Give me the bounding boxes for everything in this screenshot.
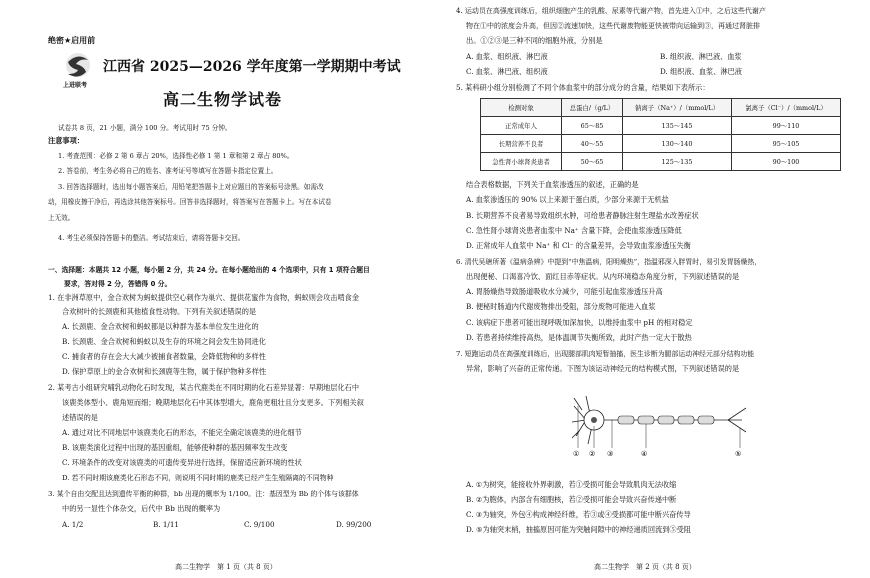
option: D. 组织液、血浆、淋巴液 (660, 67, 742, 76)
option: A. ①为树突，能接收外界刺激，若①受损可能会导致肌肉无法收缩 (466, 480, 677, 489)
notice-line: 上无效。 (48, 214, 75, 222)
question-stem: 中的另一显性个体杂交，后代中 Bb 出现的概率为 (62, 504, 221, 513)
option: D. 若不同时期该鹿类化石形态不同，则说明不同时期的鹿类已经产生生殖隔离的不同物种 (62, 474, 334, 482)
option: D. 若患者持续维持高热，是体温调节失衡所致，此时产热一定大于散热 (466, 333, 692, 342)
exam-info: 试卷共 8 页，21 小题，满分 100 分。考试用时 75 分钟。 (58, 124, 232, 132)
question-stem: 合欢树叶的长颈鹿和其他植食性动物。下列有关叙述错误的是 (62, 307, 257, 316)
myelin-segment (658, 416, 674, 424)
question-stem: 出。①②③是三种不同的细胞外液，分别是 (466, 36, 603, 45)
table-row (481, 135, 841, 153)
option: B. 1/11 (153, 520, 179, 529)
option: D. 保护草原上的金合欢树和长颈鹿等生物，属于保护物种多样性 (62, 367, 267, 376)
notice-line: 4. 考生必须保持答题卡的整洁。考试结束后，请将答题卡交回。 (58, 234, 245, 242)
notice-line: 2. 答卷前，考生务必将自己的姓名、准考证号等填写在答题卡指定位置上。 (58, 167, 278, 175)
option: B. 组织液、淋巴液、血浆 (660, 52, 742, 61)
figure-label: ④ (641, 450, 648, 458)
table-cell: 40～55 (562, 135, 623, 153)
logo-caption: 上进联考 (63, 82, 88, 89)
table-cell: 99～110 (732, 117, 841, 135)
option: C. 环境条件的改变对该鹿类的可遗传变异进行选择，保留适应新环境的性状 (62, 458, 302, 467)
myelin-segment (698, 416, 714, 424)
data-table (480, 98, 841, 171)
table-cell: 急性肾小球肾炎患者 (481, 153, 562, 171)
question-stem: 7. 短跑运动员在高强度训练后，出现腿部肌肉短暂抽搐，医生诊断为腿部运动神经元部分结构功能 (456, 350, 755, 358)
table-row (481, 117, 841, 135)
option: C. 9/100 (244, 520, 275, 529)
notice-title: 注意事项： (48, 136, 84, 145)
table-row (481, 153, 841, 171)
question-stem: 物在①中的浓度会升高，但因②流速加快，这些代谢废物能更快被带向运输到③，再通过肾脏排 (466, 22, 760, 30)
table-header: 总蛋白/（g/L） (562, 99, 623, 117)
table-cell: 95～105 (732, 135, 841, 153)
option: C. ③为轴突，外包④构成神经纤维，若③或④受损都可能中断兴奋传导 (466, 510, 691, 519)
table-cell: 90～100 (732, 153, 841, 171)
question-stem: 该鹿类体型小、鹿角短而细；晚期地层化石中其体型增大，鹿角更粗壮且分支更多。下列相关叙 (62, 398, 364, 407)
figure-label: ⑤ (735, 450, 742, 458)
table-cell: 125～135 (623, 153, 732, 171)
figure-label: ① (573, 450, 580, 458)
page-footer: 高二生物学 第 1 页（共 8 页） (175, 563, 277, 571)
exam-title: 江西省 2025—2026 学年度第一学期期中考试 (103, 59, 401, 75)
question-stem: 1. 在非洲草原中，金合欢树为蚂蚁提供空心刺作为巢穴、提供花蜜作为食物，蚂蚁则会攻击啃食金 (48, 293, 360, 302)
option: B. 长期营养不良者易导致组织水肿，可给患者静脉注射生理盐水改善症状 (466, 211, 699, 220)
notice-line: 1. 考查范围：必修 2 第 6 章占 20%，选择性必修 1 第 1 章和第 2 章占 80%。 (58, 152, 294, 160)
option: B. ②为胞体，内部含有细胞核，若②受损可能会导致兴奋传递中断 (466, 495, 677, 504)
notice-line: 动，用橡皮擦干净后，再选涂其他答案标号。回答非选择题时，将答案写在答题卡上。写在本试卷 (48, 198, 332, 206)
option: D. ⑤为轴突末梢，抽搐原因可能为突触间隙中的神经递质回流到⑤受阻 (466, 525, 691, 534)
nucleus (591, 417, 597, 423)
section-heading: 一、选择题：本题共 12 小题，每小题 2 分，共 24 分。在每小题给出的 4 个选项中，只有 1 项符合题目 (48, 266, 370, 274)
option: C. 该病症下患者可能出现呼吸加深加快，以维持血浆中 pH 的相对稳定 (466, 318, 693, 327)
question-stem: 4. 运动员在高强度训练后，组织细胞产生的乳酸、尿素等代谢产物，首先进入①中，之后这些代谢产 (456, 7, 766, 15)
question-stem: 6. 清代吴瑭所著《温病条辨》中提到“中焦温病，阳明燥热”，指温邪深入胖胃时，易引发胃肠燥热， (456, 258, 762, 266)
option: A. 长颈鹿、金合欢树和蚂蚁都是以种群为基本单位发生进化的 (62, 322, 259, 331)
option: A. 胃肠燥热导致肠道吸收水分减少，可能引起血浆渗透压升高 (466, 287, 663, 296)
table-cell: 135～145 (623, 117, 732, 135)
option: D. 正常成年人血浆中 Na⁺ 和 Cl⁻ 的含量差异，会导致血浆渗透压失衡 (466, 241, 691, 250)
myelin-segment (678, 416, 694, 424)
option: A. 血浆渗透压的 90% 以上来源于蛋白质，少部分来源于无机盐 (466, 195, 669, 204)
right-page (448, 0, 870, 578)
exam-logo (60, 50, 96, 92)
table-header: 检测对象 (481, 99, 562, 117)
question-stem: 3. 某个自由交配且达到遗传平衡的种群，bb 出现的概率为 1/100。注：基因型为 Bb 的个体与该群体 (48, 490, 359, 498)
myelin-segment (618, 416, 634, 424)
neuron-diagram (568, 376, 768, 462)
question-stem: 出现便秘、口渴喜冷饮、面红目赤等症状。从内环境稳态角度分析，下列叙述错误的是 (466, 272, 740, 281)
axon-terminal-lines (728, 408, 746, 432)
table-header: 氯离子（Cl⁻）/（mmol/L） (732, 99, 841, 117)
myelin-segment (638, 416, 654, 424)
page-footer: 高二生物学 第 2 页（共 8 页） (594, 563, 696, 571)
question-stem: 结合表格数据，下列关于血浆渗透压的叙述，正确的是 (466, 180, 639, 189)
table-cell: 65～85 (562, 117, 623, 135)
confidential-mark: 绝密★启用前 (48, 36, 96, 45)
option: B. 便秘时肠道内代谢废物排出受阻，部分废物可能进入血浆 (466, 302, 656, 311)
option: D. 99/200 (336, 520, 372, 529)
option: C. 急性肾小球肾炎患者血浆中 Na⁺ 含量下降，会使血浆渗透压降低 (466, 226, 682, 235)
question-stem: 述错误的是 (62, 413, 98, 422)
question-stem: 异常，影响了兴奋的正常传递。下图为该运动神经元的结构模式图，下列叙述错误的是 (466, 364, 740, 373)
table-cell: 正常成年人 (481, 117, 562, 135)
option: B. 长颈鹿、金合欢树和蚂蚁以及生存的环境之间会发生协同进化 (62, 337, 266, 346)
figure-label: ② (589, 450, 596, 458)
option: A. 1/2 (62, 520, 84, 529)
figure-label: ③ (607, 450, 614, 458)
table-header: 钠离子（Na⁺）/（mmol/L） (623, 99, 732, 117)
option: A. 血浆、组织液、淋巴液 (466, 52, 548, 61)
table-header-row (481, 99, 841, 117)
table-cell: 130～140 (623, 135, 732, 153)
section-heading: 要求，答对得 2 分，答错得 0 分。 (64, 280, 172, 288)
question-stem: 5. 某科研小组分别检测了不同个体血浆中的部分成分的含量，结果如下表所示： (456, 83, 710, 92)
subject-title: 高二生物学试卷 (163, 90, 283, 109)
option: A. 通过对比不同地层中该鹿类化石的形态，不能完全确定该鹿类的进化细节 (62, 428, 302, 437)
notice-line: 3. 回答选择题时，选出每小题答案后，用铅笔把答题卡上对应题目的答案标号涂黑。如需改 (58, 183, 324, 191)
option: C. 血浆、淋巴液、组织液 (466, 67, 548, 76)
option: B. 该鹿类演化过程中出现的基因重组，能够使种群的基因频率发生改变 (62, 443, 288, 452)
table-cell: 50～65 (562, 153, 623, 171)
option: C. 捕食者的存在会大大减少被捕食者数量，会降低物种的多样性 (62, 352, 266, 361)
table-cell: 长期营养不良者 (481, 135, 562, 153)
question-stem: 2. 某考古小组研究哺乳动物化石时发现，某古代鹿类在不同时期的化石差异显著：早期地层化石中 (48, 383, 360, 392)
